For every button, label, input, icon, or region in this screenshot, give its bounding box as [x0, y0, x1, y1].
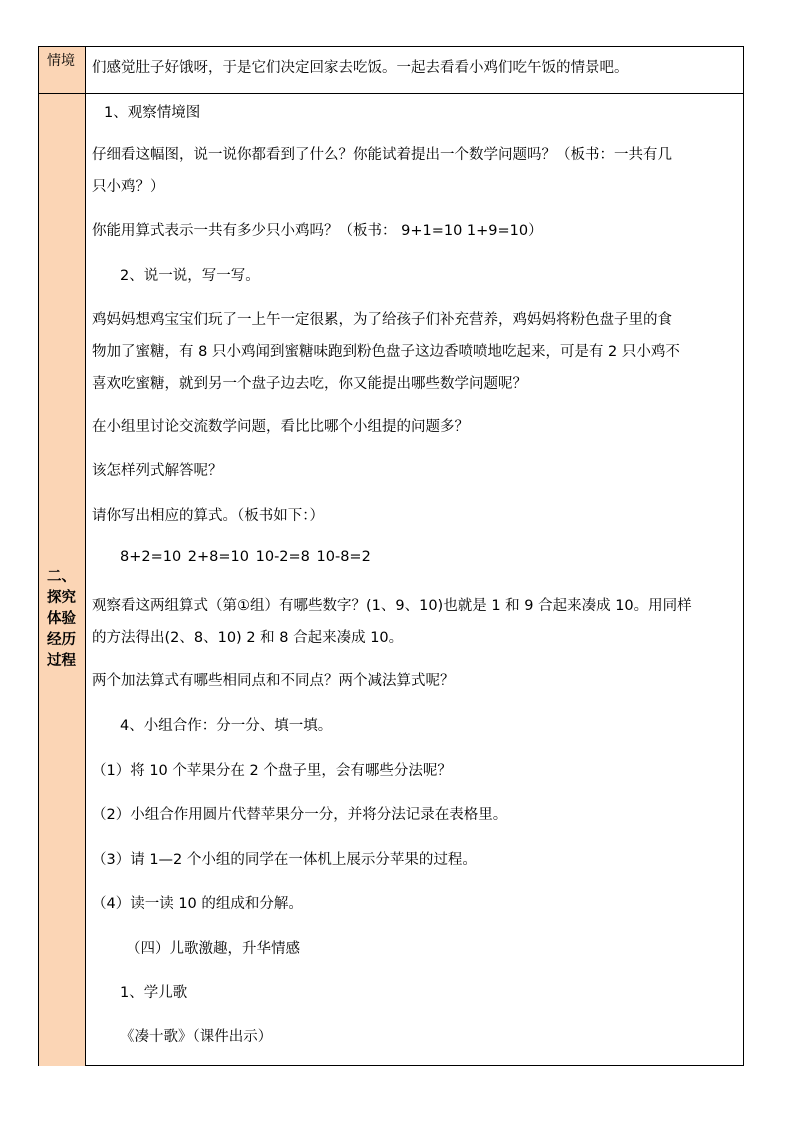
section-heading: 2、说一说，写一写。: [120, 268, 260, 284]
table-row-explore: [39, 94, 743, 1066]
paragraph-line: 《凑十歌》（课件出示）: [120, 1029, 273, 1045]
paragraph-line: 仔细看这幅图，说一说你都看到了什么？你能试着提出一个数学问题吗？（板书：一共有几: [92, 147, 672, 163]
lesson-table: [38, 46, 744, 1066]
paragraph-line: 请你写出相应的算式。（板书如下：）: [92, 508, 324, 524]
row-label: [47, 567, 81, 672]
paragraph-line: 鸡妈妈想鸡宝宝们玩了一上午一定很累，为了给孩子们补充营养，鸡妈妈将粉色盘子里的食: [92, 312, 672, 328]
row-label-line: 探究: [47, 590, 76, 606]
section-heading: （四）儿歌激趣，升华情感: [126, 941, 300, 957]
paragraph-line: （4）读一读 10 的组成和分解。: [92, 896, 303, 912]
paragraph-line: 该怎样列式解答呢？: [92, 463, 223, 479]
row-label: 情境: [47, 53, 75, 69]
paragraph-line: 两个加法算式有哪些相同点和不同点？两个减法算式呢？: [92, 673, 455, 689]
row-label-cell: [39, 47, 86, 93]
section-heading: 1、学儿歌: [120, 985, 188, 1001]
row-label-line: 体验: [47, 611, 76, 627]
section-heading: 4、小组合作：分一分、填一填。: [120, 718, 333, 734]
equation-line: 8+2=10 2+8=10 10-2=8 10-8=2: [120, 549, 371, 565]
paragraph-line: 只小鸡？）: [92, 179, 165, 195]
row-label-cell: [39, 94, 86, 1066]
paragraph-line: （1）将 10 个苹果分在 2 个盘子里，会有哪些分法呢？: [92, 763, 452, 779]
section-heading: 1、观察情境图: [104, 105, 201, 121]
paragraph-line: 观察看这两组算式（第①组）有哪些数字？(1、9、10)也就是 1 和 9 合起来凑成 10。用同样: [92, 598, 692, 614]
paragraph-line: 们感觉肚子好饿呀，于是它们决定回家去吃饭。一起去看看小鸡们吃午饭的情景吧。: [92, 60, 629, 76]
paragraph-line: 在小组里讨论交流数学问题，看比比哪个小组提的问题多？: [92, 419, 469, 435]
paragraph-line: 的方法得出(2、8、10) 2 和 8 合起来凑成 10。: [92, 630, 404, 646]
table-row-situation: [39, 47, 743, 94]
paragraph-line: 你能用算式表示一共有多少只小鸡吗？（板书： 9+1=10 1+9=10）: [92, 223, 543, 239]
row-label-line: 二、: [47, 569, 76, 585]
paragraph-line: （3）请 1—2 个小组的同学在一体机上展示分苹果的过程。: [92, 852, 477, 868]
paragraph-line: （2）小组合作用圆片代替苹果分一分，并将分法记录在表格里。: [92, 807, 508, 823]
row-label-line: 经历: [47, 632, 76, 648]
paragraph-line: 物加了蜜糖，有 8 只小鸡闻到蜜糖味跑到粉色盘子这边香喷喷地吃起来，可是有 2 只小鸡不: [92, 344, 680, 360]
paragraph-line: 喜欢吃蜜糖，就到另一个盘子边去吃，你又能提出哪些数学问题呢？: [92, 376, 527, 392]
row-label-line: 过程: [47, 653, 76, 669]
